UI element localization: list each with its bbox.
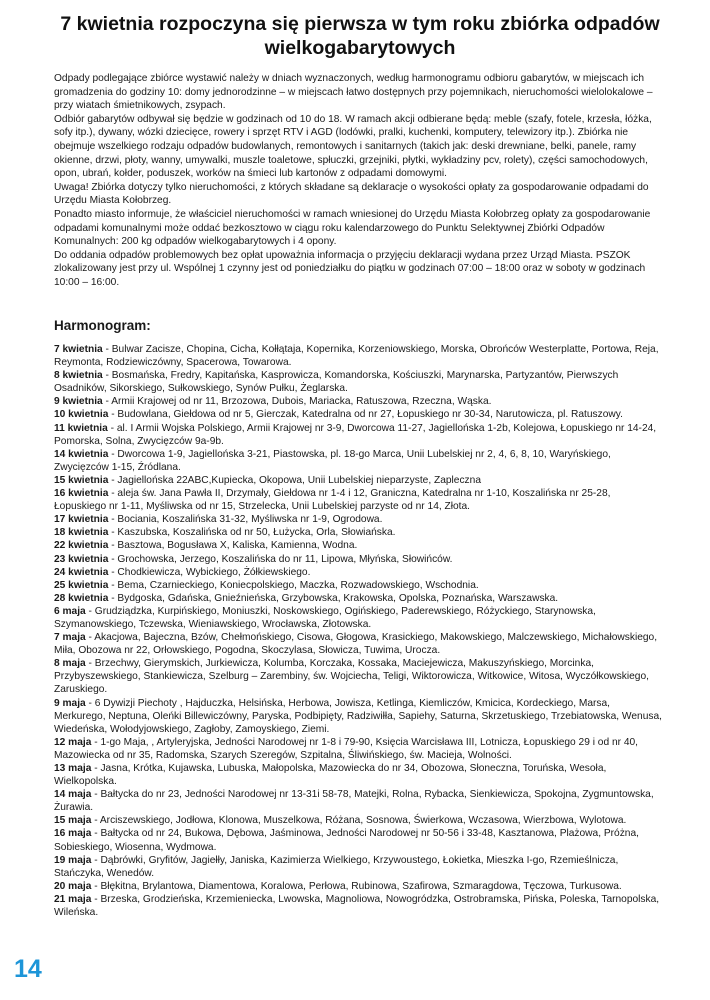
- schedule-streets: - Grochowska, Jerzego, Koszalińska do nr 11, Lipowa, Młyńska, Słowińców.: [108, 553, 453, 565]
- schedule-streets: - Arciszewskiego, Jodłowa, Klonowa, Muszelkowa, Różana, Sosnowa, Świerkowa, Wczasowa, Wierzbowa, Wylotowa.: [91, 815, 627, 827]
- intro-paragraph: Odbiór gabarytów odbywał się będzie w godzinach od 10 do 18. W ramach akcji odbierane będą: meble (szafy, fotele, krzesła, łóżka, sofy itp.), dywany, wózki dziecięce, rowery i sprzęt RTV i AGD (lodówki, pralki, kuchenki, komputery, telewizory itp.). Zbiórka nie obejmuje wszelkiego rodzaju odpadów budowlanych, remontowych i sanitarnych (takich jak: deski drewniane, belki, panele, ramy okienne, drzwi, płoty, wanny, umywalki, muszle toaletowe, spłuczki, grzejniki, płytki, wykładziny pcv, rolety), części samochodowych, opon, ubrań, kołder, poduszek, worków na śmieci lub kartonów z odpadami domowymi.: [54, 113, 652, 180]
- schedule-date: 8 kwietnia: [54, 370, 103, 382]
- intro-paragraph: Odpady podlegające zbiórce wystawić należy w dniach wyznaczonych, według harmonogramu odbioru gabarytów, w miejscach ich gromadzenia do godziny 10: domy jednorodzinne – w miejscach łatwo dostępnych przy pojemnikach, nieruchomości wielolokalowe – przy wiatach śmietnikowych, zsypach.: [54, 73, 653, 112]
- schedule-streets: - Dworcowa 1-9, Jagiellońska 3-21, Piastowska, pl. 18-go Marca, Unii Lubelskiej nr 2, 4, 6, 8, 10, Waryńskiego, Zwycięzców 1-15, Źródlana.: [54, 448, 611, 473]
- schedule-streets: - Bydgoska, Gdańska, Gnieźnieńska, Grzybowska, Krakowska, Opolska, Poznańska, Warszawska.: [108, 592, 559, 604]
- schedule-streets: - aleja św. Jana Pawła II, Drzymały, Giełdowa nr 1-4 i 12, Graniczna, Katedralna nr 1-10, Koszalińska nr 25-28, Łopuskiego nr 1-11, Myśliwska od nr 15, Strzelecka, Unii Lubelskiej parzyste od nr 14, Złota.: [54, 488, 611, 513]
- schedule-date: 11 kwietnia: [54, 422, 108, 434]
- schedule-date: 9 maja: [54, 697, 86, 709]
- schedule-streets: - al. I Armii Wojska Polskiego, Armii Krajowej nr 3-9, Dworcowa 11-27, Jagiellońska 1-2b, Kolejowa, Łopuskiego nr 14-24, Pomorska, Solna, Zwycięzców 9a-9b.: [54, 422, 657, 447]
- schedule-entry: [54, 827, 664, 853]
- schedule-entry: [54, 605, 664, 631]
- schedule-entry: [54, 579, 664, 592]
- schedule-entry: [54, 448, 664, 474]
- schedule-date: 19 maja: [54, 854, 92, 866]
- schedule-entry: [54, 657, 664, 696]
- schedule-streets: - Jasna, Krótka, Kujawska, Lubuska, Małopolska, Mazowiecka do nr 34, Obozowa, Słoneczna, Toruńska, Wesoła, Wielkopolska.: [54, 763, 607, 788]
- schedule-date: 6 maja: [54, 605, 86, 617]
- schedule-streets: - Budowlana, Giełdowa od nr 5, Gierczak, Katedralna od nr 27, Łopuskiego nr 30-34, Narutowicza, pl. Ratuszowy.: [108, 409, 623, 421]
- schedule-date: 16 maja: [54, 828, 92, 840]
- schedule-date: 24 kwietnia: [54, 566, 109, 578]
- schedule-entry: [54, 893, 664, 919]
- schedule-heading: Harmonogram:: [54, 318, 151, 333]
- schedule-entry: [54, 592, 664, 605]
- schedule-entry: [54, 762, 664, 788]
- schedule-streets: - Bociania, Koszalińska 31-32, Myśliwska nr 1-9, Ogrodowa.: [108, 514, 383, 526]
- schedule-streets: - Błękitna, Brylantowa, Diamentowa, Koralowa, Perłowa, Rubinowa, Szafirowa, Szmaragdowa, Tęczowa, Turkusowa.: [91, 880, 622, 892]
- schedule-date: 17 kwietnia: [54, 514, 109, 526]
- schedule-date: 21 maja: [54, 893, 92, 905]
- schedule-date: 10 kwietnia: [54, 409, 109, 421]
- schedule-entry: [54, 880, 664, 893]
- schedule-date: 7 kwietnia: [54, 344, 103, 355]
- schedule-date: 14 kwietnia: [54, 448, 109, 460]
- schedule-entry: [54, 408, 664, 421]
- schedule-date: 18 kwietnia: [54, 527, 109, 539]
- schedule-streets: - Armii Krajowej od nr 11, Brzozowa, Dubois, Mariacka, Ratuszowa, Rzeczna, Wąska.: [102, 396, 492, 408]
- schedule-streets: - Akacjowa, Bajeczna, Bzów, Chełmońskiego, Cisowa, Głogowa, Krasickiego, Makowskiego, Malczewskiego, Michałowskiego, Miła, Obozowa nr 22, Orłowskiego, Pogodna, Skoczylasa, Słowicza, Tuwima, Urocza.: [54, 632, 658, 657]
- schedule-streets: - Kaszubska, Koszalińska od nr 50, Łużycka, Orla, Słowiańska.: [108, 527, 396, 539]
- schedule-entry: [54, 736, 664, 762]
- schedule-date: 28 kwietnia: [54, 592, 109, 604]
- schedule-streets: - 6 Dywizji Piechoty , Hajduczka, Helsińska, Herbowa, Jowisza, Ketlinga, Kiemliczów, Kmicica, Kordeckiego, Marsa, Merkurego, Neptuna, Oleńki Billewiczówny, Paryska, Podbipięty, Radziwiłła, Sapiehy, Saturna, Skrzetuskiego, Trzebiatowska, Wenusa, Wiedeńska, Wołodyjowskiego, Zagłoby, Zamoyskiego, Ziemi.: [54, 697, 662, 735]
- schedule-date: 15 kwietnia: [54, 474, 109, 486]
- schedule-date: 16 kwietnia: [54, 488, 109, 500]
- intro-text: [54, 72, 664, 290]
- schedule-date: 22 kwietnia: [54, 540, 109, 552]
- schedule-date: 25 kwietnia: [54, 579, 109, 591]
- schedule-streets: - Bosmańska, Fredry, Kapitańska, Kasprowicza, Komandorska, Kościuszki, Marynarska, Partyzantów, Pierwszych Osadników, Sikorskiego, Sułkowskiego, Synów Pułku, Żeglarska.: [54, 370, 619, 395]
- schedule-list: [54, 343, 664, 919]
- schedule-streets: - Bulwar Zacisze, Chopina, Cicha, Kołłątaja, Kopernika, Korzeniowskiego, Morska, Obrońców Westerplatte, Portowa, Reja, Reymonta, Rodziewiczówny, Spacerowa, Towarowa.: [54, 344, 659, 369]
- intro-paragraph: Uwaga! Zbiórka dotyczy tylko nieruchomości, z których składane są deklaracje o wysokości opłaty za gospodarowanie odpadami do Urzędu Miasta Kołobrzeg.: [54, 181, 649, 207]
- schedule-entry: [54, 395, 664, 408]
- schedule-streets: - Bema, Czarnieckiego, Koniecpolskiego, Maczka, Rozwadowskiego, Wschodnia.: [108, 579, 479, 591]
- schedule-streets: - Dąbrówki, Gryfitów, Jagiełły, Janiska, Kazimierza Wielkiego, Krzywoustego, Łokietka, Mieszka I-go, Rzemieślnicza, Stańczyka, Wenedów.: [54, 854, 619, 879]
- schedule-entry: [54, 788, 664, 814]
- schedule-streets: - Bałtycka do nr 23, Jedności Narodowej nr 13-31i 58-78, Matejki, Rolna, Rybacka, Sienkiewicza, Spokojna, Zygmuntowska, Żurawia.: [54, 789, 654, 814]
- schedule-streets: - Basztowa, Bogusława X, Kaliska, Kamienna, Wodna.: [108, 540, 358, 552]
- page-number: 14: [14, 955, 42, 983]
- schedule-entry: [54, 343, 664, 369]
- schedule-date: 7 maja: [54, 632, 86, 644]
- schedule-entry: [54, 526, 664, 539]
- schedule-entry: [54, 539, 664, 552]
- schedule-streets: - Bałtycka od nr 24, Bukowa, Dębowa, Jaśminowa, Jedności Narodowej nr 50-56 i 33-48, Kasztanowa, Plażowa, Próżna, Sobieskiego, Wiosenna, Wydmowa.: [54, 828, 639, 853]
- schedule-streets: - Brzechwy, Gierymskich, Jurkiewicza, Kolumba, Korczaka, Kossaka, Maciejewicza, Makuszyńskiego, Morcinka, Przybyszewskiego, Stankiewicza, Szelburg – Zarembiny, św. Wojciecha, Teligi, Wiktorowicza, Witkowice, Witosa, Wyczółkowskiego, Zaruskiego.: [54, 658, 649, 696]
- schedule-entry: [54, 369, 664, 395]
- schedule-entry: [54, 697, 664, 736]
- schedule-entry: [54, 631, 664, 657]
- schedule-entry: [54, 566, 664, 579]
- schedule-streets: - Jagiellońska 22ABC,Kupiecka, Okopowa, Unii Lubelskiej nieparzyste, Zapleczna: [108, 474, 481, 486]
- schedule-streets: - Brzeska, Grodzieńska, Krzemieniecka, Lwowska, Magnoliowa, Nowogródzka, Ostrobramska, Pińska, Poleska, Tarnopolska, Wileńska.: [54, 893, 660, 919]
- schedule-entry: [54, 487, 664, 513]
- schedule-streets: - Chodkiewicza, Wybickiego, Żółkiewskiego.: [108, 566, 311, 578]
- schedule-streets: - Grudziądzka, Kurpińskiego, Moniuszki, Noskowskiego, Ogińskiego, Paderewskiego, Różyckiego, Starynowska, Szymanowskiego, Tczewska, Wieniawskiego, Wrocławska, Złotowska.: [54, 605, 596, 630]
- schedule-entry: [54, 553, 664, 566]
- page-title: 7 kwietnia rozpoczyna się pierwsza w tym roku zbiórka odpadów wielkogabarytowych: [60, 13, 660, 59]
- schedule-date: 9 kwietnia: [54, 396, 103, 408]
- schedule-entry: [54, 422, 664, 448]
- schedule-entry: [54, 513, 664, 526]
- schedule-entry: [54, 854, 664, 880]
- schedule-date: 15 maja: [54, 815, 92, 827]
- schedule-streets: - 1-go Maja, , Artyleryjska, Jedności Narodowej nr 1-8 i 79-90, Księcia Warcisława III, Lotnicza, Łopuskiego 29 i od nr 40, Mazowiecka od nr 35, Radomska, Szarych Szeregów, Szpitalna, Śliwińskiego, św. Macieja, Wolności.: [54, 736, 638, 761]
- intro-paragraph: Ponadto miasto informuje, że właściciel nieruchomości w ramach wniesionej do Urzędu Miasta Kołobrzeg opłaty za gospodarowanie odpadami komunalnymi może oddać bezkosztowo w ciągu roku kalendarzowego do Punktu Selektywnej Zbiórki Odpadów Komunalnych: 200 kg odpadów wielkogabarytowych i 4 opony.: [54, 208, 651, 248]
- schedule-date: 20 maja: [54, 880, 92, 892]
- schedule-date: 13 maja: [54, 763, 92, 774]
- schedule-date: 8 maja: [54, 658, 86, 670]
- schedule-date: 12 maja: [54, 736, 92, 748]
- schedule-entry: [54, 474, 664, 487]
- schedule-date: 23 kwietnia: [54, 553, 109, 565]
- schedule-entry: [54, 814, 664, 827]
- intro-paragraph: Do oddania odpadów problemowych bez opłat upoważnia informacja o przyjęciu deklaracji wydana przez Urząd Miasta. PSZOK zlokalizowany jest przy ul. Wspólnej 1 czynny jest od poniedziałku do piątku w godzinach 07:00 – 18:00 oraz w soboty w godzinach 10:00 – 16:00.: [54, 249, 646, 288]
- schedule-date: 14 maja: [54, 789, 92, 801]
